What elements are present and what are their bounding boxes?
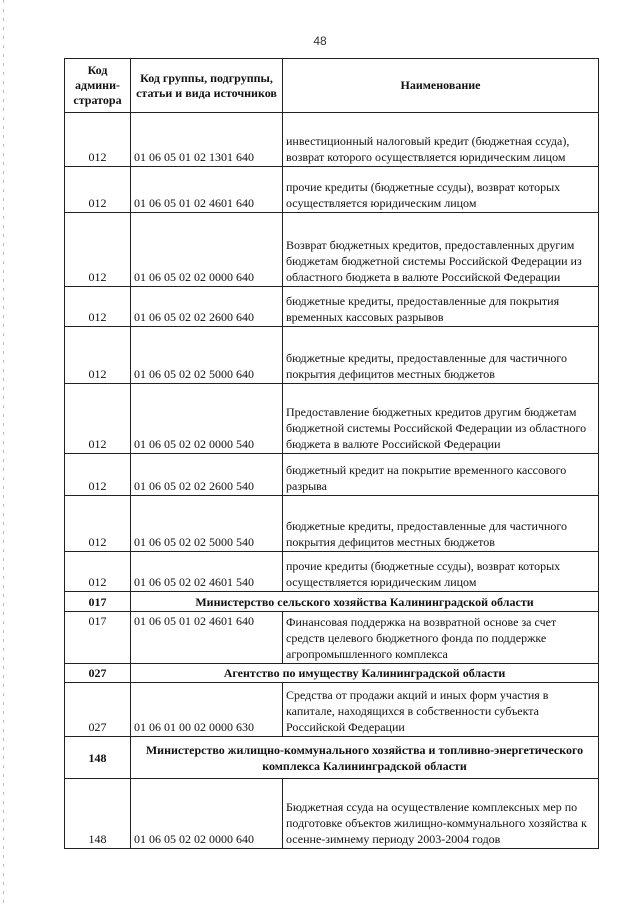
name-cell: Финансовая поддержка на возвратной основе за счет средств целевого бюджетного фонда по поддержке агропромышленного комплекса <box>283 612 599 664</box>
admin-code-cell: 012 <box>65 454 131 496</box>
admin-code-cell: 012 <box>65 552 131 592</box>
sources-table <box>64 58 599 849</box>
table-row <box>65 552 599 592</box>
name-cell: Средства от продажи акций и иных форм участия в капитале, находящихся в собственности субъекта Российской Федерации <box>283 683 599 737</box>
name-cell: прочие кредиты (бюджетные ссуды), возврат которых осуществляется юридическим лицом <box>283 167 599 213</box>
admin-code-cell: 012 <box>65 113 131 167</box>
header-source-code: Код группы, подгруппы, статьи и вида источников <box>131 59 283 113</box>
name-cell: прочие кредиты (бюджетные ссуды), возврат которых осуществляется юридическим лицом <box>283 552 599 592</box>
admin-code-cell: 148 <box>65 779 131 849</box>
name-cell: бюджетные кредиты, предоставленные для покрытия временных кассовых разрывов <box>283 287 599 327</box>
table-row <box>65 683 599 737</box>
table-row <box>65 213 599 287</box>
source-code-cell: 01 06 05 02 02 0000 540 <box>131 384 283 454</box>
table-row <box>65 327 599 384</box>
table-row <box>65 612 599 664</box>
source-code-cell: 01 06 05 01 02 1301 640 <box>131 113 283 167</box>
name-cell: бюджетный кредит на покрытие временного кассового разрыва <box>283 454 599 496</box>
page-number: 48 <box>313 34 327 48</box>
table-row <box>65 167 599 213</box>
table-row <box>65 779 599 849</box>
table-header <box>65 59 599 113</box>
table-row <box>65 113 599 167</box>
group-row <box>65 664 599 683</box>
group-admin-code: 017 <box>65 592 131 612</box>
admin-code-cell: 012 <box>65 496 131 552</box>
group-admin-code: 148 <box>65 737 131 779</box>
source-code-cell: 01 06 05 02 02 2600 640 <box>131 287 283 327</box>
source-code-cell: 01 06 05 02 02 0000 640 <box>131 213 283 287</box>
group-name: Министерство сельского хозяйства Калининградской области <box>131 592 599 612</box>
name-cell: Предоставление бюджетных кредитов другим бюджетам бюджетной системы Российской Федерации из областного бюджета в валюте Российской Федерации <box>283 384 599 454</box>
group-name: Министерство жилищно-коммунального хозяйства и топливно-энергетического комплекса Калининградской области <box>131 737 599 779</box>
admin-code-cell: 012 <box>65 287 131 327</box>
admin-code-cell: 027 <box>65 683 131 737</box>
admin-code-cell: 012 <box>65 167 131 213</box>
name-cell: бюджетные кредиты, предоставленные для частичного покрытия дефицитов местных бюджетов <box>283 496 599 552</box>
group-name: Агентство по имуществу Калининградской области <box>131 664 599 683</box>
source-code-cell: 01 06 05 01 02 4601 640 <box>131 167 283 213</box>
admin-code-cell: 012 <box>65 327 131 384</box>
source-code-cell: 01 06 05 02 02 4601 540 <box>131 552 283 592</box>
source-code-cell: 01 06 01 00 02 0000 630 <box>131 683 283 737</box>
admin-code-cell: 012 <box>65 384 131 454</box>
header-admin-code: Код админи-стратора <box>65 59 131 113</box>
table-row <box>65 384 599 454</box>
name-cell: Возврат бюджетных кредитов, предоставленных другим бюджетам бюджетной системы Российской Федерации из областного бюджета в валюте Российской Федерации <box>283 213 599 287</box>
group-row <box>65 592 599 612</box>
table-body <box>65 113 599 849</box>
table-row <box>65 496 599 552</box>
source-code-cell: 01 06 05 02 02 5000 540 <box>131 496 283 552</box>
source-code-cell: 01 06 05 02 02 0000 640 <box>131 779 283 849</box>
table-row <box>65 287 599 327</box>
name-cell: бюджетные кредиты, предоставленные для частичного покрытия дефицитов местных бюджетов <box>283 327 599 384</box>
source-code-cell: 01 06 05 02 02 2600 540 <box>131 454 283 496</box>
header-name: Наименование <box>283 59 599 113</box>
name-cell: Бюджетная ссуда на осуществление комплексных мер по подготовке объектов жилищно-коммунального хозяйства к осенне-зимнему периоду 2003-2004 годов <box>283 779 599 849</box>
group-admin-code: 027 <box>65 664 131 683</box>
name-cell: инвестиционный налоговый кредит (бюджетная ссуда), возврат которого осуществляется юридическим лицом <box>283 113 599 167</box>
table-row <box>65 454 599 496</box>
group-row <box>65 737 599 779</box>
admin-code-cell: 012 <box>65 213 131 287</box>
source-code-cell: 01 06 05 02 02 5000 640 <box>131 327 283 384</box>
scan-left-edge <box>3 0 4 905</box>
source-code-cell: 01 06 05 01 02 4601 640 <box>131 612 283 664</box>
admin-code-cell: 017 <box>65 612 131 664</box>
